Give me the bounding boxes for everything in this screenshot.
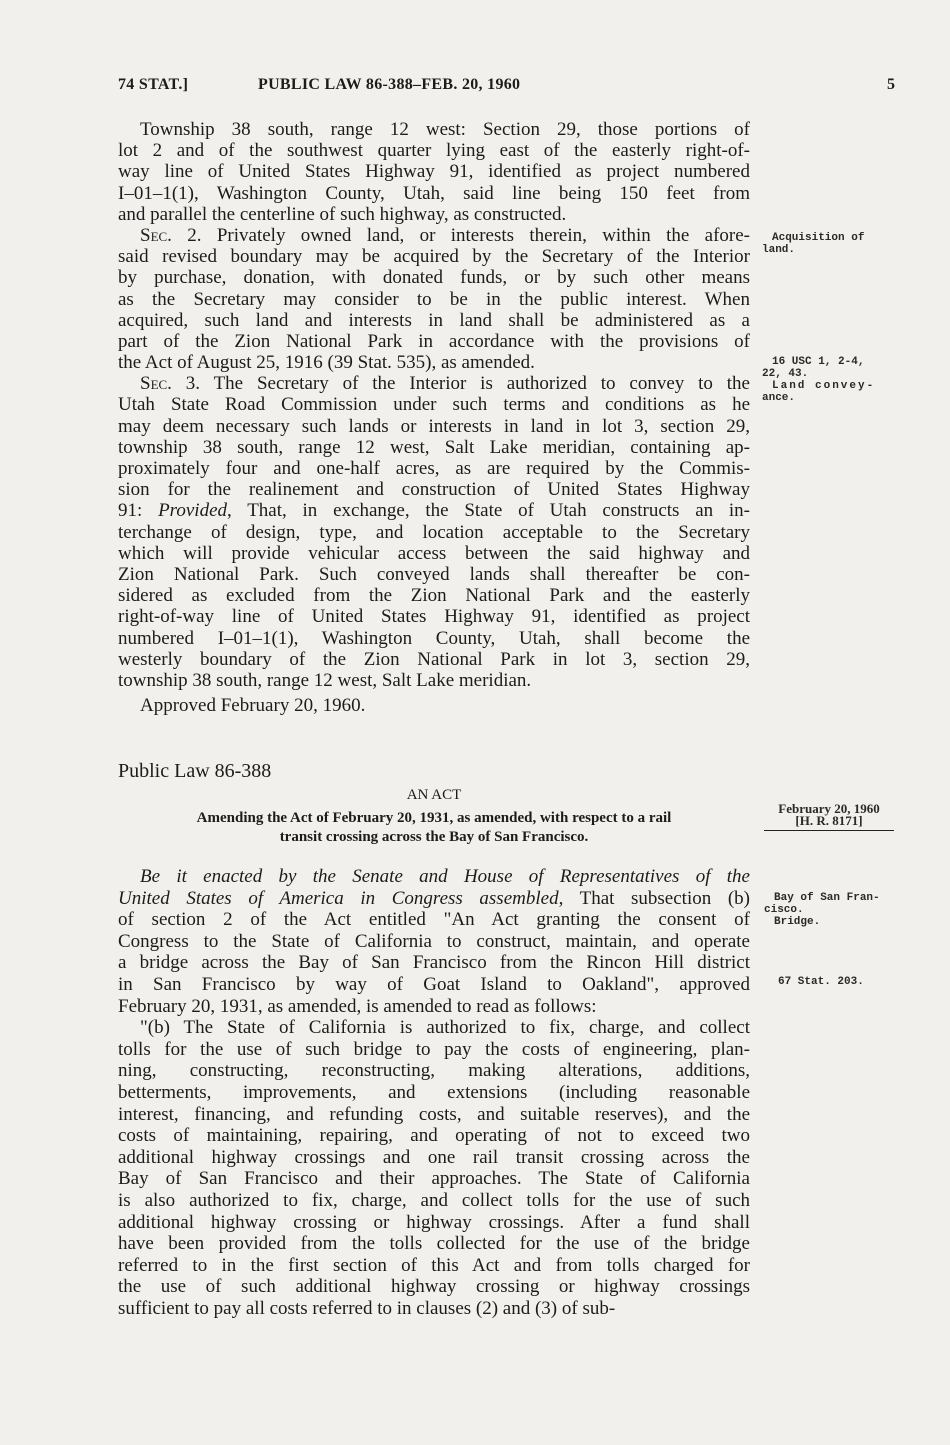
text-line: said revised boundary may be acquired by the Secretary of the Interior (118, 246, 750, 268)
text-line: Congress to the State of California to construct, maintain, and operate (118, 930, 750, 952)
text-line: the use of such additional highway crossing or highway crossings (118, 1276, 750, 1298)
text-line: part of the Zion National Park in accordance with the provisions of (118, 330, 750, 352)
text-line: referred to in the first section of this Act and from tolls charged for (118, 1254, 750, 1276)
margin-note-acquisition: Acquisition of land. (762, 232, 865, 256)
text-line: as the Secretary may consider to be in the public interest. When (118, 288, 750, 310)
text-line: Utah State Road Commission under such terms and conditions as he (118, 394, 750, 416)
margin-note-stat: 67 Stat. 203. (778, 976, 864, 988)
margin-note-usc: 16 USC 1, 2-4, 22, 43. Land convey- ance. (762, 356, 876, 404)
text-line: costs of maintaining, repairing, and operating of not to exceed two (118, 1125, 750, 1147)
text-line: township 38 south, range 12 west, Salt Lake meridian, containing ap- (118, 436, 750, 458)
text-line: additional highway crossings and one rail transit crossing across the (118, 1146, 750, 1168)
act-caption: Amending the Act of February 20, 1931, as amended, with respect to a rail transit crossing across the Bay of San Francisco. (196, 810, 672, 845)
text-line: have been provided from the tolls collected for the use of the bridge (118, 1233, 750, 1255)
header-stat-ref: 74 STAT.] (118, 76, 189, 93)
text-line: betterments, improvements, and extensions (including reasonable (118, 1081, 750, 1103)
approved-line (118, 695, 750, 716)
text-line: is also authorized to fix, charge, and collect tolls for the use of such (118, 1189, 750, 1211)
body-block-2 (118, 866, 750, 1319)
text-line: right-of-way line of United States Highway 91, identified as project (118, 606, 750, 628)
text-line: the Act of August 25, 1916 (39 Stat. 535), as amended. (118, 352, 535, 374)
text-line: and parallel the centerline of such highway, as constructed. (118, 203, 567, 225)
text-line: acquired, such land and interests in land shall be administered as a (118, 309, 750, 331)
text-line: terchange of design, type, and location acceptable to the Secretary (118, 521, 750, 543)
approved-text: Approved February 20, 1960. (140, 695, 366, 716)
text-line: 91: Provided, That, in exchange, the State of Utah constructs an in- (118, 500, 751, 522)
text-line: Zion National Park. Such conveyed lands shall thereafter be con- (118, 563, 750, 585)
margin-note-date: February 20, 1960 [H. R. 8171] (764, 803, 894, 831)
text-line: sion for the realinement and construction of United States Highway (118, 479, 750, 501)
text-line: in San Francisco by way of Goat Island to Oakland", approved (118, 973, 750, 995)
text-line: way line of United States Highway 91, identified as project numbered (118, 161, 750, 183)
text-line: additional highway crossing or highway crossings. After a fund shall (118, 1211, 750, 1233)
text-line: lot 2 and of the southwest quarter lying east of the easterly right-of- (118, 140, 750, 162)
text-line: Sec. 3. The Secretary of the Interior is authorized to convey to the (140, 373, 750, 395)
text-line: by purchase, donation, with donated funds, or by such other means (118, 267, 750, 289)
text-line: of section 2 of the Act entitled "An Act granting the consent of (118, 909, 750, 931)
text-line: may deem necessary such lands or interests in land in lot 3, section 29, (118, 415, 750, 437)
margin-note-bay: Bay of San Fran- cisco. Bridge. (764, 892, 880, 928)
text-line: interest, financing, and refunding costs, and suitable reserves), and the (118, 1103, 750, 1125)
text-line: February 20, 1931, as amended, is amended to read as follows: (118, 995, 597, 1017)
header-title: PUBLIC LAW 86-388–FEB. 20, 1960 (258, 76, 521, 93)
an-act-heading: AN ACT (406, 787, 462, 803)
text-line: tolls for the use of such bridge to pay the costs of engineering, plan- (118, 1038, 750, 1060)
text-line: sufficient to pay all costs referred to in clauses (2) and (3) of sub- (118, 1297, 616, 1319)
text-line: Township 38 south, range 12 west: Section 29, those portions of (140, 119, 750, 140)
text-line: proximately four and one-half acres, as are required by the Commis- (118, 458, 750, 479)
text-line: Sec. 2. Privately owned land, or interests therein, within the afore- (140, 224, 750, 246)
text-line: township 38 south, range 12 west, Salt Lake meridian. (118, 669, 532, 691)
text-line: I–01–1(1), Washington County, Utah, said line being 150 feet from (118, 182, 750, 204)
page-number: 5 (887, 76, 896, 93)
public-law-title: Public Law 86-388 (118, 760, 272, 782)
body-block-1 (118, 119, 750, 691)
text-line: which will provide vehicular access between the said highway and (118, 542, 750, 564)
text-line: "(b) The State of California is authorized to fix, charge, and collect (140, 1017, 750, 1039)
text-line: United States of America in Congress assembled, That subsection (b) (118, 887, 750, 909)
text-line: Be it enacted by the Senate and House of Representatives of the (140, 866, 750, 887)
text-line: westerly boundary of the Zion National Park in lot 3, section 29, (118, 648, 750, 670)
text-line: a bridge across the Bay of San Francisco from the Rincon Hill district (118, 952, 750, 974)
text-line: ning, constructing, reconstructing, making alterations, additions, (118, 1060, 750, 1082)
text-line: Bay of San Francisco and their approaches. The State of California (118, 1168, 750, 1190)
text-line: numbered I–01–1(1), Washington County, Utah, shall become the (118, 627, 750, 649)
text-line: sidered as excluded from the Zion National Park and the easterly (118, 585, 750, 607)
